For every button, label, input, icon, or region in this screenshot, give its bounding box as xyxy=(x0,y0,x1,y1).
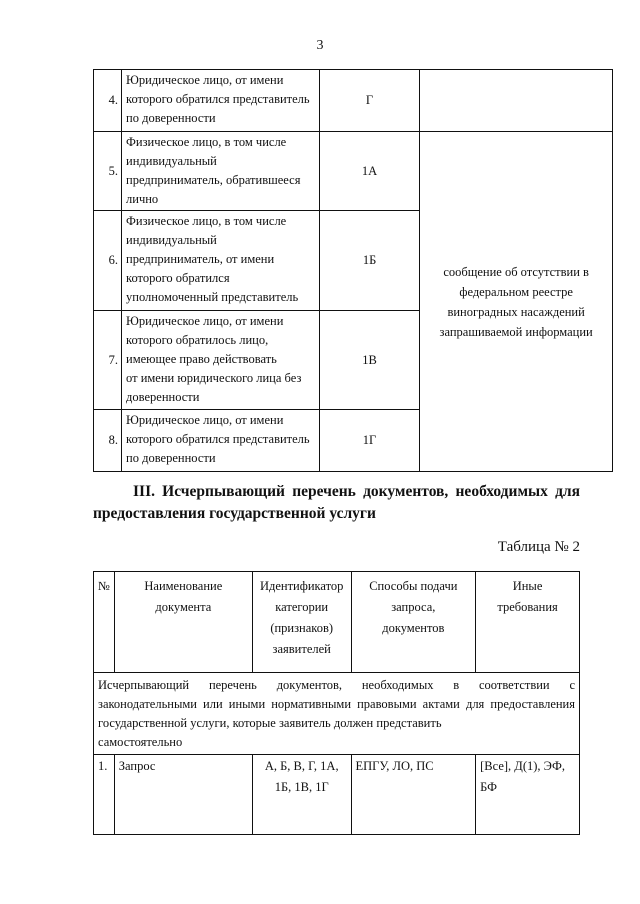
text-line: индивидуальный xyxy=(126,233,217,247)
text-line: по доверенности xyxy=(126,451,216,465)
applicant-category xyxy=(122,70,320,132)
table-row xyxy=(94,132,613,211)
text-line: категории xyxy=(275,600,329,614)
section-description xyxy=(94,673,580,755)
text-line: запрашиваемой информации xyxy=(439,324,593,339)
text-line: 1Б, 1В, 1Г xyxy=(274,780,329,794)
header-submission-ways xyxy=(351,572,476,673)
text-line: от имени юридического лица без xyxy=(126,371,302,385)
category-code: 1В xyxy=(319,311,420,410)
text-line: Физическое лицо, в том числе xyxy=(126,214,287,228)
text-line: которого обратился представитель xyxy=(126,432,310,446)
result-description xyxy=(420,132,613,472)
row-number: 1. xyxy=(94,755,115,835)
text-line: которого обратился xyxy=(126,271,230,285)
text-line: доверенности xyxy=(126,390,200,404)
table-header-row xyxy=(94,572,580,673)
text-line: Иные xyxy=(512,579,543,593)
text-line: Идентификатор xyxy=(259,579,344,593)
text-paragraph: Исчерпывающий перечень документов, необходимых в соответствии с законодательными или иными нормативными правовыми актами для предоставления государственной услуги, которые заявитель должен представить xyxy=(98,678,575,730)
text-line: заявителей xyxy=(272,642,331,656)
text-line: документов xyxy=(382,621,445,635)
document-name: Запрос xyxy=(114,755,252,835)
text-line: (признаков) xyxy=(270,621,334,635)
applicant-category xyxy=(122,211,320,311)
text-line: Наименование xyxy=(144,579,223,593)
table-section-row xyxy=(94,673,580,755)
text-line: сообщение об отсутствии в xyxy=(443,264,589,279)
header-number: № xyxy=(94,572,115,673)
applicant-category xyxy=(122,311,320,410)
header-other-requirements xyxy=(476,572,580,673)
text-line: лично xyxy=(126,192,159,206)
applicant-category xyxy=(122,132,320,211)
header-identifier xyxy=(252,572,351,673)
row-number: 5. xyxy=(94,132,122,211)
text-line: Физическое лицо, в том числе xyxy=(126,135,287,149)
text-line: Юридическое лицо, от имени xyxy=(126,73,284,87)
table-row xyxy=(94,755,580,835)
text-line: Юридическое лицо, от имени xyxy=(126,413,284,427)
text-line: А, Б, В, Г, 1А, xyxy=(264,759,339,773)
text-line: которого обратилось лицо, xyxy=(126,333,269,347)
text-line: Юридическое лицо, от имени xyxy=(126,314,284,328)
text-line: запроса, xyxy=(391,600,436,614)
row-number: 6. xyxy=(94,211,122,311)
text-line: [Все], Д(1), ЭФ, xyxy=(480,759,565,773)
applicant-categories-table xyxy=(93,69,613,472)
text-line: документа xyxy=(155,600,212,614)
row-number: 8. xyxy=(94,410,122,472)
text-line: имеющее право действовать xyxy=(126,352,277,366)
applicant-identifier xyxy=(252,755,351,835)
category-code: 1Б xyxy=(319,211,420,311)
empty-result-cell xyxy=(420,70,613,132)
row-number: 7. xyxy=(94,311,122,410)
text-line: уполномоченный представитель xyxy=(126,290,299,304)
category-code: 1А xyxy=(319,132,420,211)
text-line: предприниматель, обратившееся xyxy=(126,173,301,187)
text-line: федеральном реестре xyxy=(459,284,573,299)
header-document-name xyxy=(114,572,252,673)
text-line: индивидуальный xyxy=(126,154,217,168)
category-code: 1Г xyxy=(319,410,420,472)
text-line: Способы подачи xyxy=(369,579,458,593)
text-line: виноградных насаждений xyxy=(447,304,585,319)
text-line: которого обратился представитель xyxy=(126,92,310,106)
text-line: самостоятельно xyxy=(98,735,183,749)
category-code: Г xyxy=(319,70,420,132)
other-requirements xyxy=(476,755,580,835)
submission-ways: ЕПГУ, ЛО, ПС xyxy=(351,755,476,835)
table-caption: Таблица № 2 xyxy=(497,539,580,555)
row-number: 4. xyxy=(94,70,122,132)
text-line: требования xyxy=(497,600,558,614)
applicant-category xyxy=(122,410,320,472)
section-title: III. Исчерпывающий перечень документов, необходимых для предоставления государственной услуги xyxy=(93,483,580,522)
page-number: 3 xyxy=(316,38,324,53)
text-line: по доверенности xyxy=(126,111,216,125)
text-line: предприниматель, от имени xyxy=(126,252,275,266)
table-row xyxy=(94,70,613,132)
documents-table xyxy=(93,571,580,835)
text-line: БФ xyxy=(480,780,497,794)
